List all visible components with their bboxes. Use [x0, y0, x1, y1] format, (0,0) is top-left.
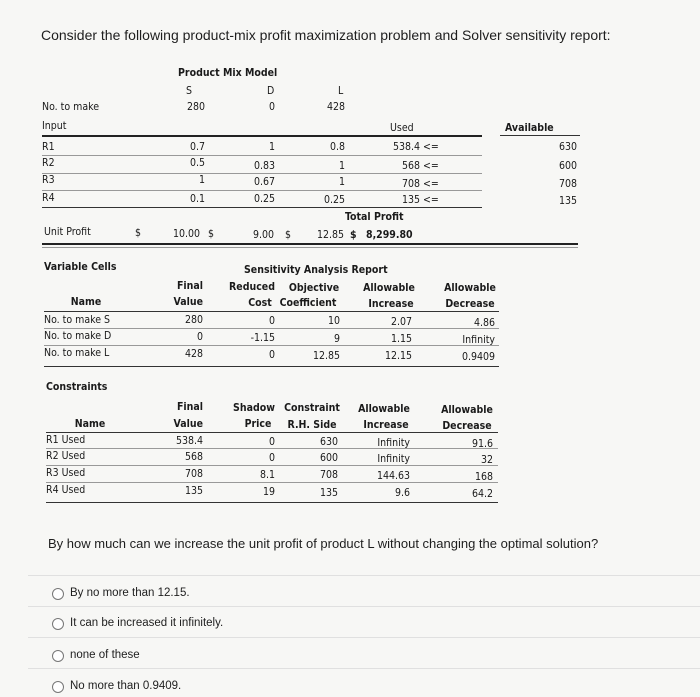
cell-decrease: 4.86 — [473, 317, 495, 329]
cell-increase: 1.15 — [390, 333, 412, 345]
cell-reduced: 0 — [268, 315, 275, 327]
cell-increase: 9.6 — [394, 487, 410, 499]
cell-shadow: 8.1 — [259, 469, 275, 481]
sensitivity-title: Sensitivity Analysis Report — [244, 264, 388, 276]
cell-final: 708 — [184, 468, 203, 480]
product-header-l: L — [338, 85, 344, 97]
product-header-s: S — [186, 85, 192, 97]
coef-s: 0.7 — [189, 141, 205, 153]
coef-d: 0.83 — [253, 160, 275, 172]
cell-name: R4 Used — [46, 484, 86, 496]
header-increase: Increase — [368, 298, 414, 310]
header-allowable-decrease: Allowable — [441, 404, 493, 416]
cell-name: R2 Used — [46, 450, 86, 462]
input-label: Input — [42, 120, 67, 132]
cell-objective: 10 — [327, 315, 340, 327]
row-name: R1 — [42, 141, 55, 153]
radio-button[interactable] — [52, 618, 64, 630]
coef-l: 0.8 — [329, 141, 345, 153]
cell-name: No. to make S — [44, 314, 111, 326]
coef-d: 0.25 — [253, 193, 275, 205]
cell-increase: 2.07 — [390, 316, 412, 328]
cell-objective: 12.85 — [312, 350, 340, 362]
header-increase: Increase — [363, 419, 409, 431]
row-name: R3 — [42, 174, 55, 186]
row-name: R4 — [42, 192, 55, 204]
currency-total: $ — [350, 229, 357, 241]
no-to-make-label: No. to make — [42, 101, 100, 113]
unit-profit-label: Unit Profit — [44, 226, 91, 238]
cell-shadow: 0 — [268, 452, 275, 464]
header-allowable-decrease: Allowable — [444, 282, 496, 294]
available-value: 600 — [558, 160, 577, 172]
header-decrease: Decrease — [445, 298, 495, 310]
header-cost: Cost — [248, 297, 272, 309]
cell-rhs: 630 — [319, 436, 338, 448]
header-reduced: Reduced — [229, 281, 275, 293]
header-allowable-increase: Allowable — [363, 282, 415, 294]
used-value: 538.4 — [392, 141, 420, 153]
coef-s: 0.1 — [189, 193, 205, 205]
cell-decrease: Infinity — [462, 334, 495, 346]
header-objective: Objective — [288, 282, 340, 294]
available-value: 708 — [558, 178, 577, 190]
cell-increase: 144.63 — [376, 470, 410, 482]
cell-shadow: 0 — [268, 436, 275, 448]
cell-final: 428 — [184, 348, 203, 360]
cell-final: 538.4 — [175, 435, 203, 447]
cell-name: R3 Used — [46, 467, 86, 479]
radio-button[interactable] — [52, 588, 64, 600]
option-label: No more than 0.9409. — [70, 680, 182, 692]
input-divider — [42, 135, 482, 137]
no-to-make-d: 0 — [268, 101, 275, 113]
cell-decrease: 64.2 — [471, 488, 493, 500]
used-value: 708 — [401, 178, 420, 190]
cell-objective: 9 — [333, 333, 340, 345]
currency-l: $ — [285, 229, 292, 241]
currency-s: $ — [135, 227, 142, 239]
header-name: Name — [70, 296, 102, 308]
product-header-d: D — [267, 85, 275, 97]
coef-s: 1 — [198, 174, 205, 186]
unit-profit-d: 9.00 — [252, 229, 274, 241]
header-value: Value — [173, 296, 203, 308]
cell-reduced: -1.15 — [250, 332, 275, 344]
cell-rhs: 600 — [319, 452, 338, 464]
used-label: Used — [390, 122, 414, 134]
operator: <= — [423, 194, 439, 206]
operator: <= — [423, 178, 439, 190]
row-name: R2 — [42, 157, 55, 169]
coef-l: 0.25 — [323, 194, 345, 206]
cell-rhs: 708 — [319, 469, 338, 481]
cell-reduced: 0 — [268, 349, 275, 361]
cell-shadow: 19 — [262, 486, 275, 498]
model-title: Product Mix Model — [178, 67, 278, 79]
operator: <= — [423, 160, 439, 172]
cell-final: 0 — [196, 331, 203, 343]
no-to-make-l: 428 — [326, 101, 345, 113]
variable-cells-label: Variable Cells — [44, 261, 117, 273]
cell-decrease: 0.9409 — [461, 351, 495, 363]
radio-button[interactable] — [52, 650, 64, 662]
header-constraint: Constraint — [284, 402, 340, 414]
option-label: It can be increased it infinitely. — [70, 617, 224, 629]
question-prompt: By how much can we increase the unit profit of product L without changing the optimal solution? — [48, 536, 599, 551]
header-price: Price — [244, 418, 272, 430]
radio-button[interactable] — [52, 681, 64, 693]
header-shadow: Shadow — [233, 402, 275, 414]
cell-decrease: 32 — [480, 454, 493, 466]
coef-d: 1 — [268, 141, 275, 153]
cell-increase: 12.15 — [384, 350, 412, 362]
header-value: Value — [173, 418, 203, 430]
cell-final: 135 — [184, 485, 203, 497]
available-value: 630 — [558, 141, 577, 153]
total-profit-label: Total Profit — [345, 211, 404, 223]
cell-final: 568 — [184, 451, 203, 463]
header-final: Final — [176, 401, 203, 413]
coef-d: 0.67 — [253, 176, 275, 188]
coef-l: 1 — [338, 176, 345, 188]
total-profit-value: 8,299.80 — [366, 229, 413, 241]
operator: <= — [423, 141, 439, 153]
header-rhs: R.H. Side — [287, 419, 337, 431]
cell-increase: Infinity — [377, 453, 410, 465]
available-label: Available — [505, 122, 554, 134]
available-value: 135 — [558, 195, 577, 207]
cell-final: 280 — [184, 314, 203, 326]
unit-profit-s: 10.00 — [172, 228, 200, 240]
cell-decrease: 91.6 — [471, 438, 493, 450]
currency-d: $ — [208, 228, 215, 240]
cell-decrease: 168 — [474, 471, 493, 483]
cell-rhs: 135 — [319, 487, 338, 499]
option-label: By no more than 12.15. — [70, 587, 190, 599]
header-coefficient: Coefficient — [279, 297, 337, 309]
used-value: 568 — [401, 160, 420, 172]
available-divider — [500, 135, 580, 136]
model-bottom-rule — [42, 243, 578, 245]
header-name: Name — [74, 418, 106, 430]
coef-l: 1 — [338, 160, 345, 172]
header-final: Final — [176, 280, 203, 292]
used-value: 135 — [401, 194, 420, 206]
coef-s: 0.5 — [189, 157, 205, 169]
header-allowable-increase: Allowable — [358, 403, 410, 415]
cell-name: No. to make D — [44, 330, 112, 342]
unit-profit-l: 12.85 — [316, 229, 344, 241]
cell-increase: Infinity — [377, 437, 410, 449]
no-to-make-s: 280 — [186, 101, 205, 113]
header-decrease: Decrease — [442, 420, 492, 432]
cell-name: No. to make L — [44, 347, 110, 359]
question-intro: Consider the following product-mix profit maximization problem and Solver sensitivity report: — [41, 27, 611, 43]
constraints-label: Constraints — [46, 381, 108, 393]
cell-name: R1 Used — [46, 434, 86, 446]
option-label: none of these — [70, 649, 140, 661]
